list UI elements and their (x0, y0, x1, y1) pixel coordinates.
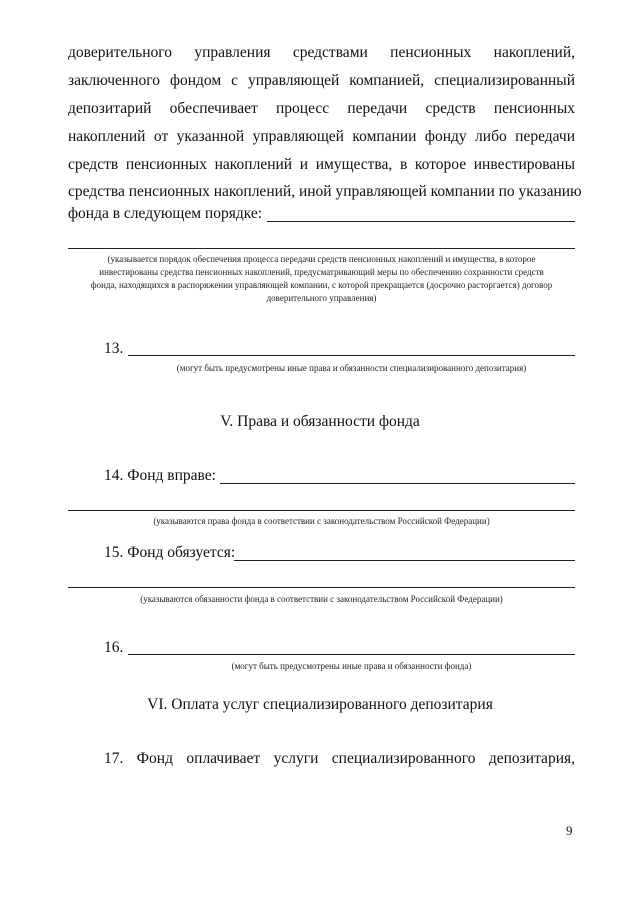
item-13-blank-line (128, 355, 575, 356)
note-transfer-line-2: инвестированы средства пенсионных накоплений, предусматривающий меры по обеспечению сохранности средств (99, 267, 544, 277)
note-transfer-line-1: (указывается порядок обеспечения процесса передачи средств пенсионных накоплений и имущества, в которое (107, 254, 536, 264)
page-number: 9 (566, 823, 573, 838)
item-14-label: 14. Фонд вправе: (104, 467, 216, 484)
item-14-blank-line (220, 483, 575, 484)
section-6-heading: VI. Оплата услуг специализированного депозитария (147, 696, 493, 713)
note-item-14: (указываются права фонда в соответствии с законодательством Российской Федерации) (153, 516, 490, 526)
item-16-number: 16. (104, 639, 124, 656)
item-15-label: 15. Фонд обязуется: (104, 544, 236, 561)
transfer-procedure-blank-line-2 (68, 248, 575, 249)
item-16-blank-line (128, 654, 575, 655)
note-item-16: (могут быть предусмотрены иные права и обязанности фонда) (231, 661, 472, 671)
item-15-blank-line-2 (68, 587, 575, 588)
section-5-heading: V. Права и обязанности фонда (220, 413, 420, 430)
paragraph-line-3: депозитарий обеспечивает процесс передачи средств пенсионных (68, 100, 575, 117)
item-17-text: 17. Фонд оплачивает услуги специализированного депозитария, (104, 750, 575, 767)
paragraph-line-1: доверительного управления средствами пенсионных накоплений, (68, 44, 575, 61)
note-item-13: (могут быть предусмотрены иные права и обязанности специализированного депозитария) (176, 363, 527, 373)
paragraph-line-5: средств пенсионных накоплений и имущества, в которое инвестированы (68, 156, 575, 173)
item-13-number: 13. (104, 340, 124, 357)
paragraph-line-4: накоплений от указанной управляющей компании фонду либо передачи (68, 128, 575, 145)
item-15-blank-line (234, 560, 575, 561)
paragraph-line-2: заключенного фондом с управляющей компанией, специализированный (68, 72, 575, 89)
paragraph-line-6: средства пенсионных накоплений, иной управляющей компании по указанию (68, 183, 582, 200)
note-item-15: (указываются обязанности фонда в соответствии с законодательством Российской Федерации) (140, 594, 503, 604)
note-transfer-line-4: доверительного управления) (266, 293, 377, 303)
item-14-blank-line-2 (68, 510, 575, 511)
note-transfer-line-3: фонда, находящихся в распоряжении управляющей компании, с которой прекращается (досрочно расторгается) договор (90, 280, 553, 290)
transfer-procedure-blank-line (267, 221, 575, 222)
paragraph-last-line: фонда в следующем порядке: (68, 205, 263, 222)
